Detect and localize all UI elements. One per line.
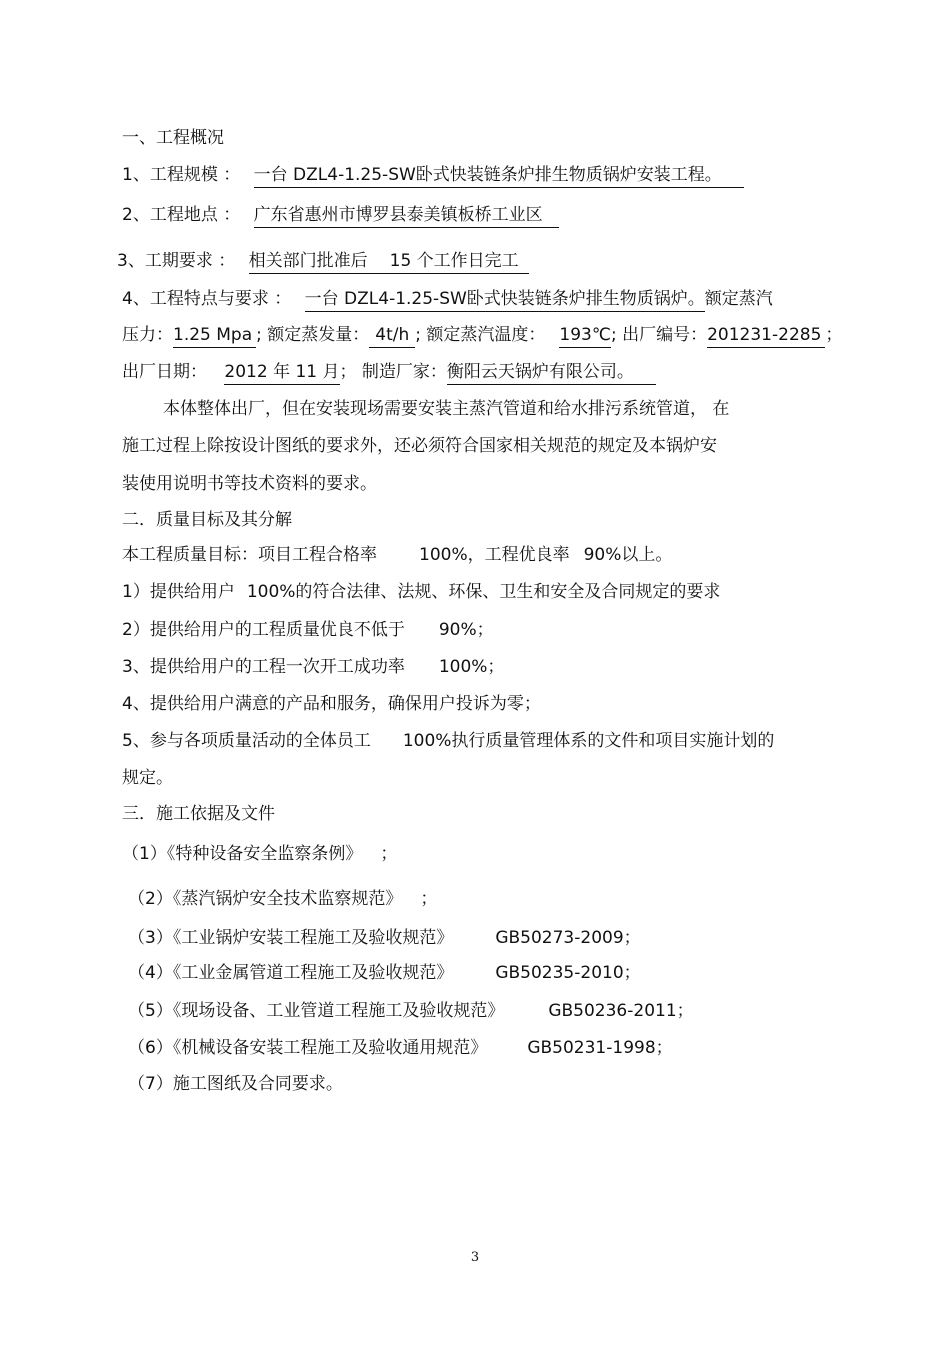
reference-4-name: （4）《工业金属管道工程施工及验收规范》 xyxy=(128,963,454,983)
reference-3-code: GB50273-2009； xyxy=(495,928,641,948)
reference-6-name: （6）《机械设备安装工程施工及验收通用规范》 xyxy=(128,1038,488,1058)
temp-value: 193℃ xyxy=(559,324,611,348)
quality-item-2 xyxy=(122,618,494,642)
reference-7: （7）施工图纸及合同要求。 xyxy=(128,1074,343,1094)
reference-5-name: （5）《现场设备、工业管道工程施工及验收规范》 xyxy=(128,1001,505,1021)
quality-item-4: 4、提供给用户满意的产品和服务，确保用户投诉为零； xyxy=(122,694,541,714)
project-period-value xyxy=(249,250,529,274)
quality-excellent-rate: 90%以上。 xyxy=(583,545,673,565)
reference-1-name: （1）《特种设备安全监察条例》 xyxy=(122,844,363,864)
section-2-heading: 二．质量目标及其分解 xyxy=(122,510,292,530)
reference-2-tail: ； xyxy=(420,889,438,909)
maker-label: ； 制造厂家： xyxy=(339,362,447,382)
reference-5-code: GB50236-2011； xyxy=(548,1001,694,1021)
reference-5 xyxy=(128,999,694,1023)
paragraph-line-1: 本体整体出厂，但在安装现场需要安装主蒸汽管道和给水排污系统管道， 在 xyxy=(163,399,730,419)
temp-label: ; 额定蒸汽温度： xyxy=(415,325,546,345)
date-label: 出厂日期： xyxy=(122,362,207,382)
boiler-specs-line xyxy=(122,323,842,348)
flow-value: 4t/h xyxy=(369,324,415,348)
project-period-line xyxy=(117,249,529,274)
quality-item-5-end: 规定。 xyxy=(122,768,173,788)
quality-item-2-text: 2）提供给用户的工程质量优良不低于 xyxy=(122,620,405,640)
project-features-line xyxy=(122,287,773,312)
project-features-label: 4、工程特点与要求 ： xyxy=(122,289,292,309)
quality-item-5 xyxy=(122,729,774,753)
pressure-value: 1.25 Mpa xyxy=(173,324,256,348)
project-site-value: 广东省惠州市博罗县泰美镇板桥工业区 xyxy=(254,204,559,228)
reference-6-code: GB50231-1998； xyxy=(527,1038,673,1058)
serial-label: ; 出厂编号： xyxy=(610,325,708,345)
quality-item-5-text: 5、参与各项质量活动的全体员工 xyxy=(122,731,371,751)
flow-label: ; 额定蒸发量： xyxy=(256,325,370,345)
quality-pass-rate: 100%，工程优良率 xyxy=(419,545,570,565)
paragraph-line-2: 施工过程上除按设计图纸的要求外，还必须符合国家相关规范的规定及本锅炉安 xyxy=(122,436,717,456)
reference-1 xyxy=(122,842,397,866)
project-site-label: 2、工程地点 ： xyxy=(122,205,241,225)
reference-6 xyxy=(128,1036,673,1060)
reference-3-name: （3）《工业锅炉安装工程施工及验收规范》 xyxy=(128,928,454,948)
quality-item-3-value: 100%； xyxy=(438,657,505,677)
section-3-heading: 三．施工依据及文件 xyxy=(122,804,275,824)
project-period-label: 3、工期要求 ： xyxy=(117,251,236,271)
reference-3 xyxy=(128,926,641,950)
period-approval-text: 相关部门批准后 xyxy=(248,251,368,271)
reference-1-tail: ； xyxy=(380,844,398,864)
quality-goal-text: 本工程质量目标：项目工程合格率 xyxy=(122,545,377,565)
quality-item-1-text: 1）提供给用户 xyxy=(122,582,235,602)
section-1-heading: 一、工程概况 xyxy=(122,128,224,148)
quality-item-5-detail: 100%执行质量管理体系的文件和项目实施计划的 xyxy=(402,731,775,751)
boiler-origin-line xyxy=(122,360,656,385)
serial-value: 201231-2285 xyxy=(707,324,825,348)
maker-value: 衡阳云天锅炉有限公司。 xyxy=(447,361,656,385)
project-scale-value: 一台 DZL4-1.25-SW卧式快装链条炉排生物质锅炉安装工程。 xyxy=(254,164,744,188)
quality-goal-line xyxy=(122,543,672,567)
date-value: 2012 年 11 月 xyxy=(224,361,339,385)
reference-4 xyxy=(128,961,641,985)
pressure-label: 压力： xyxy=(122,325,173,345)
quality-item-1 xyxy=(122,580,720,604)
paragraph-line-3: 装使用说明书等技术资料的要求。 xyxy=(122,474,377,494)
period-duration-text: 15 个工作日完工 xyxy=(389,251,519,271)
quality-item-3-text: 3、提供给用户的工程一次开工成功率 xyxy=(122,657,405,677)
quality-item-3 xyxy=(122,655,504,679)
reference-4-code: GB50235-2010； xyxy=(495,963,641,983)
project-site-line xyxy=(122,203,559,228)
project-features-value: 一台 DZL4-1.25-SW卧式快装链条炉排生物质锅炉。 xyxy=(305,288,705,312)
quality-item-2-value: 90%； xyxy=(438,620,494,640)
reference-2-name: （2）《蒸汽锅炉安全技术监察规范》 xyxy=(128,889,403,909)
project-scale-line xyxy=(122,163,744,188)
project-features-tail: 额定蒸汽 xyxy=(704,289,773,309)
serial-end: ； xyxy=(825,325,843,345)
project-scale-label: 1、工程规模 ： xyxy=(122,165,241,185)
page-number: 3 xyxy=(470,1250,480,1265)
reference-2 xyxy=(128,887,437,911)
quality-item-1-detail: 100%的符合法律、法规、环保、卫生和安全及合同规定的要求 xyxy=(246,582,721,602)
